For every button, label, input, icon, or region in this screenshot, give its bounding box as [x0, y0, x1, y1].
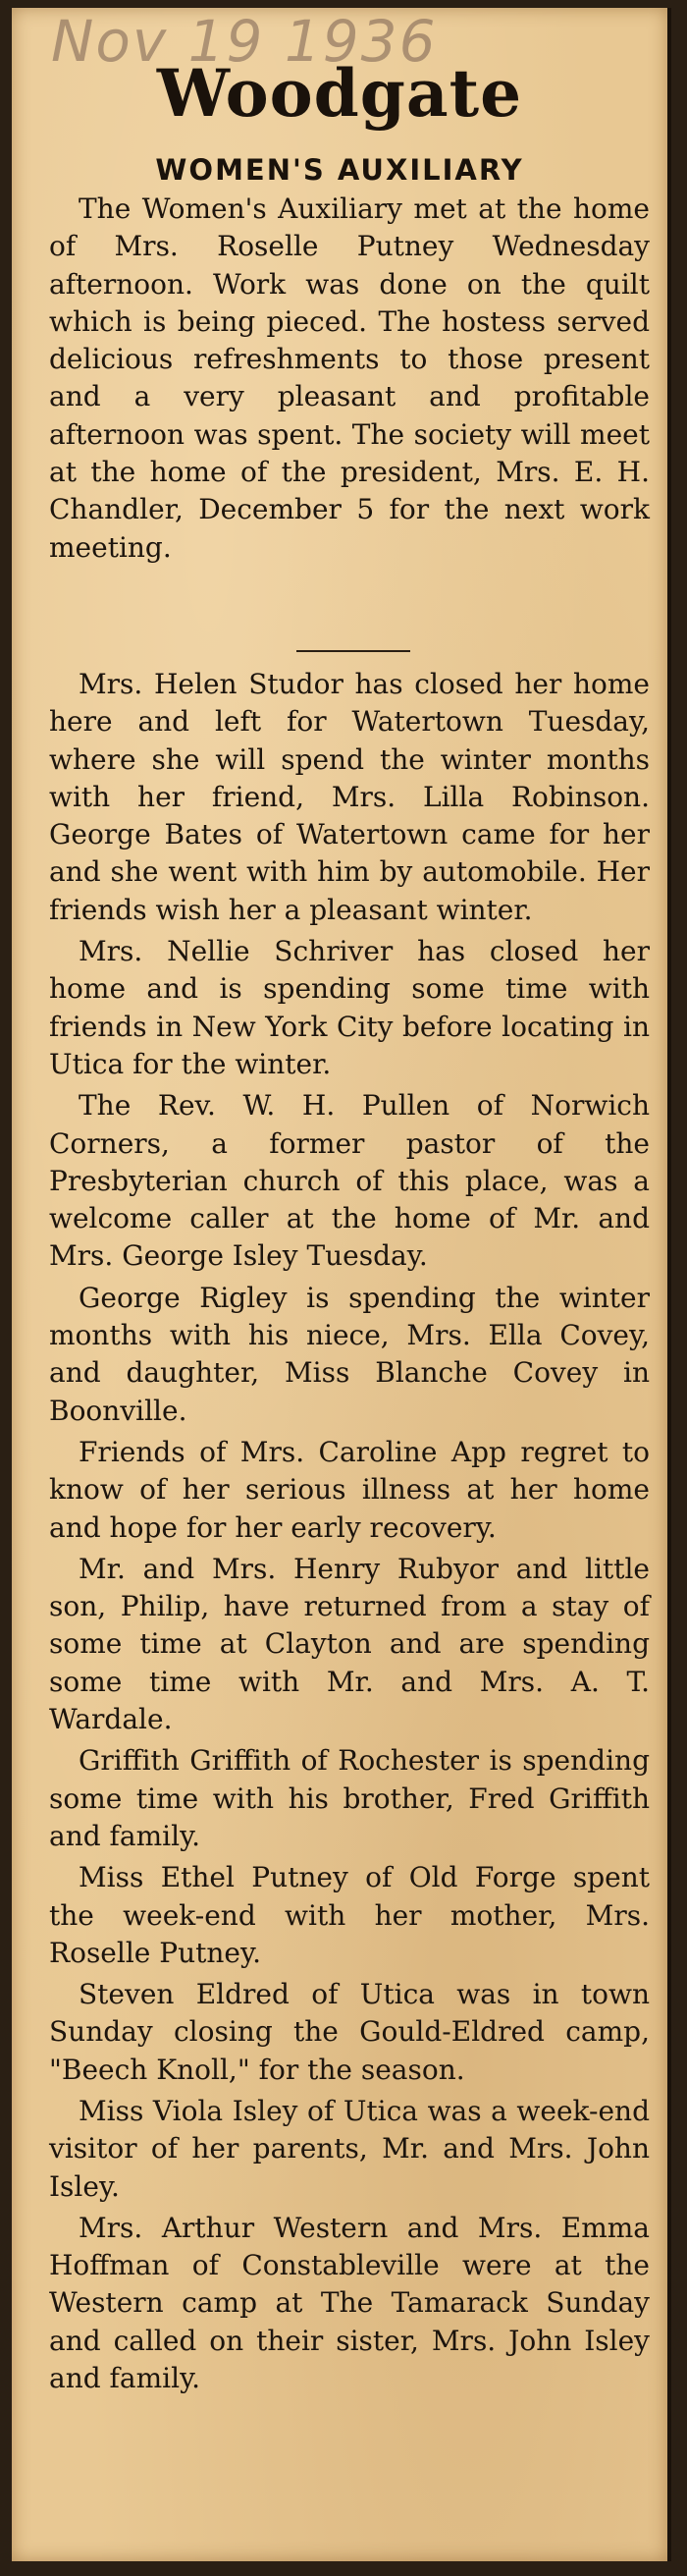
news-items	[49, 666, 650, 2401]
news-item: Griffith Griffith of Rochester is spending some time with his brother, Fred Griffith and family.	[49, 1744, 650, 1852]
news-item: Miss Viola Isley of Utica was a week-end visitor of her parents, Mr. and Mrs. John Isley.	[49, 2094, 650, 2203]
news-item: Mrs. Nellie Schriver has closed her home and is spending some time with friends in New York City before locating in Utica for the winter.	[49, 935, 650, 1080]
subhead: WOMEN'S AUXILIARY	[155, 153, 524, 187]
lede-paragraph: The Women's Auxiliary met at the home of Mrs. Roselle Putney Wednesday afternoon. Work was done on the quilt which is being pieced. The hostess served delicious refreshments to those present and a very pleasant and profitable afternoon was spent. The society will meet at the home of the president, Mrs. E. H. Chandler, December 5 for the next work meeting.	[49, 192, 650, 564]
news-item: The Rev. W. H. Pullen of Norwich Corners, a former pastor of the Presbyterian church of this place, was a welcome caller at the home of Mr. and Mrs. George Isley Tuesday.	[49, 1089, 650, 1273]
news-item: Steven Eldred of Utica was in town Sunday closing the Gould-Eldred camp, "Beech Knoll," for the season.	[49, 1978, 650, 2086]
headline: Woodgate	[156, 55, 523, 132]
date-stamp: Nov 19 1936	[51, 8, 438, 75]
lede-article	[49, 191, 650, 567]
news-item: George Rigley is spending the winter months with his niece, Mrs. Ella Covey, and daughter, Miss Blanche Covey in Boonville.	[49, 1281, 650, 1427]
section-divider	[296, 650, 410, 652]
newspaper-clipping	[12, 8, 671, 2561]
news-item: Mr. and Mrs. Henry Rubyor and little son, Philip, have returned from a stay of some time at Clayton and are spending some time with Mr. and Mrs. A. T. Wardale.	[49, 1552, 650, 1736]
news-item: Miss Ethel Putney of Old Forge spent the week-end with her mother, Mrs. Roselle Putney.	[49, 1861, 650, 1969]
news-item: Mrs. Arthur Western and Mrs. Emma Hoffman of Constableville were at the Western camp at The Tamarack Sunday and called on their sister, Mrs. John Isley and family.	[49, 2211, 650, 2395]
news-item: Mrs. Helen Studor has closed her home here and left for Watertown Tuesday, where she will spend the winter months with her friend, Mrs. Lilla Robinson. George Bates of Watertown came for her and she went with him by automobile. Her friends wish her a pleasant winter.	[49, 668, 650, 926]
news-item: Friends of Mrs. Caroline App regret to know of her serious illness at her home and hope for her early recovery.	[49, 1435, 650, 1544]
